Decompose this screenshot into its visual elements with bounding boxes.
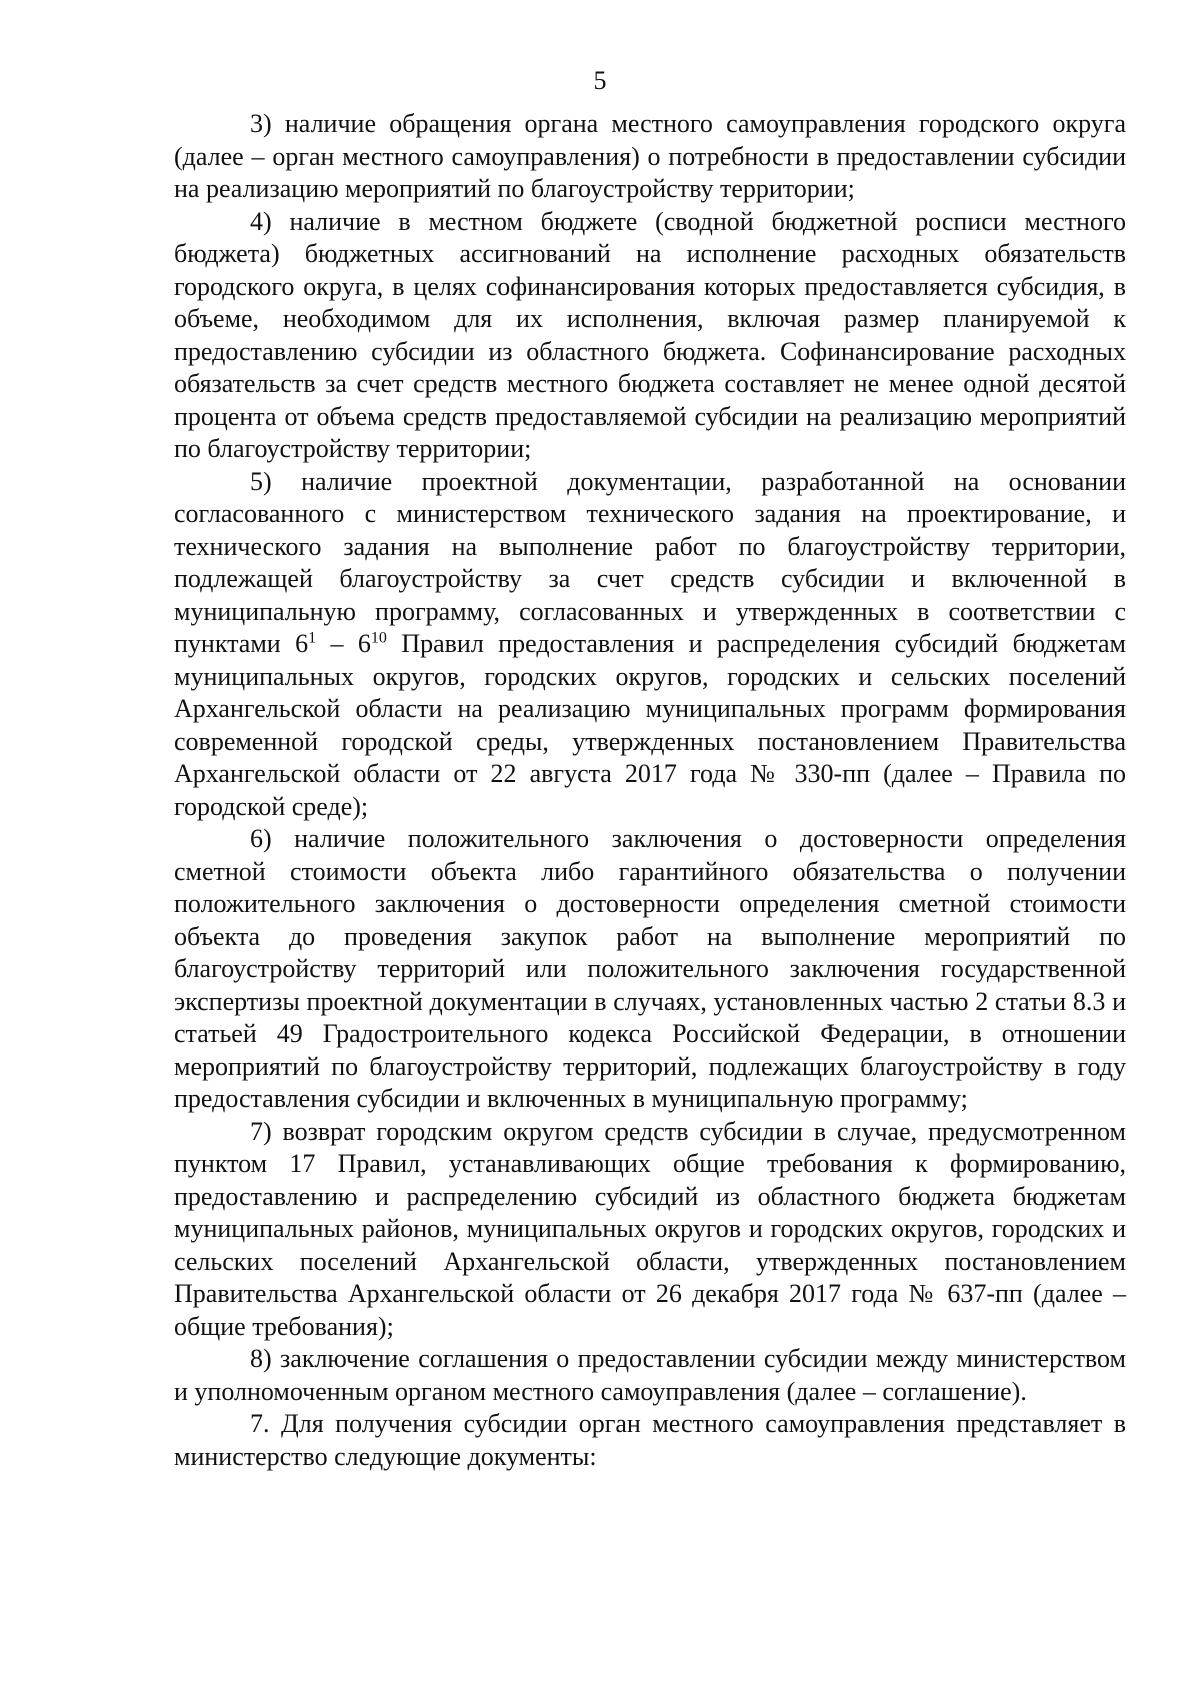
paragraph-item-3: 3) наличие обращения органа местного самоуправления городского округа (далее – орган местного самоуправления) о потребности в предоставлении субсидии на реализацию мероприятий по благоустройству территории; [174, 109, 1126, 203]
paragraph-5-text-before: 5) наличие проектной документации, разработанной на основании согласованного с министерством технического задания на проектирование, и технического задания на выполнение работ по благоустройству территории, подлежащей благоустройству за счет средств субсидии и включенной в муниципальную программу, согласованных и утвержденных в соответствии с пунктами 6 [174, 466, 1126, 658]
paragraph-item-4: 4) наличие в местном бюджете (сводной бюджетной росписи местного бюджета) бюджетных ассигнований на исполнение расходных обязательств городского округа, в целях софинансирования которых предоставляется субсидия, в объеме, необходимом для их исполнения, включая размер планируемой к предоставлению субсидии из областного бюджета. Софинансирование расходных обязательств за счет средств местного бюджета составляет не менее одной десятой процента от объема средств предоставляемой субсидии на реализацию мероприятий по благоустройству территории; [174, 206, 1126, 463]
paragraph-section-7: 7. Для получения субсидии орган местного самоуправления представляет в министерство следующие документы: [174, 1409, 1126, 1471]
document-body [174, 108, 1126, 1473]
paragraph-item-8: 8) заключение соглашения о предоставлении субсидии между министерством и уполномоченным органом местного самоуправления (далее – соглашение). [174, 1344, 1126, 1406]
paragraph-item-5 [174, 466, 1126, 824]
paragraph-5-text-after: Правил предоставления и распределения субсидий бюджетам муниципальных округов, городских округов, городских и сельских поселений Архангельской области на реализацию муниципальных программ формирования современной городской среды, утвержденных постановлением Правительства Архангельской области от 22 августа 2017 года № 330-пп (далее – Правила по городской среде); [174, 629, 1126, 821]
superscript-1: 1 [308, 629, 317, 647]
superscript-10: 10 [370, 629, 387, 647]
paragraph-item-6: 6) наличие положительного заключения о достоверности определения сметной стоимости объекта либо гарантийного обязательства о получении положительного заключения о достоверности определения сметной стоимости объекта до проведения закупок работ на выполнение мероприятий по благоустройству территорий или положительного заключения государственной экспертизы проектной документации в случаях, установленных частью 2 статьи 8.3 и статьей 49 Градостроительного кодекса Российской Федерации, в отношении мероприятий по благоустройству территорий, подлежащих благоустройству в году предоставления субсидии и включенных в муниципальную программу; [174, 824, 1126, 1113]
page-number: 5 [593, 66, 607, 95]
paragraph-item-7: 7) возврат городским округом средств субсидии в случае, предусмотренном пунктом 17 Правил, устанавливающих общие требования к формированию, предоставлению и распределению субсидий из областного бюджета бюджетам муниципальных районов, муниципальных округов и городских округов, городских и сельских поселений Архангельской области, утвержденных постановлением Правительства Архангельской области от 26 декабря 2017 года № 637-пп (далее – общие требования); [174, 1116, 1126, 1341]
paragraph-5-text-mid: – 6 [316, 629, 371, 658]
